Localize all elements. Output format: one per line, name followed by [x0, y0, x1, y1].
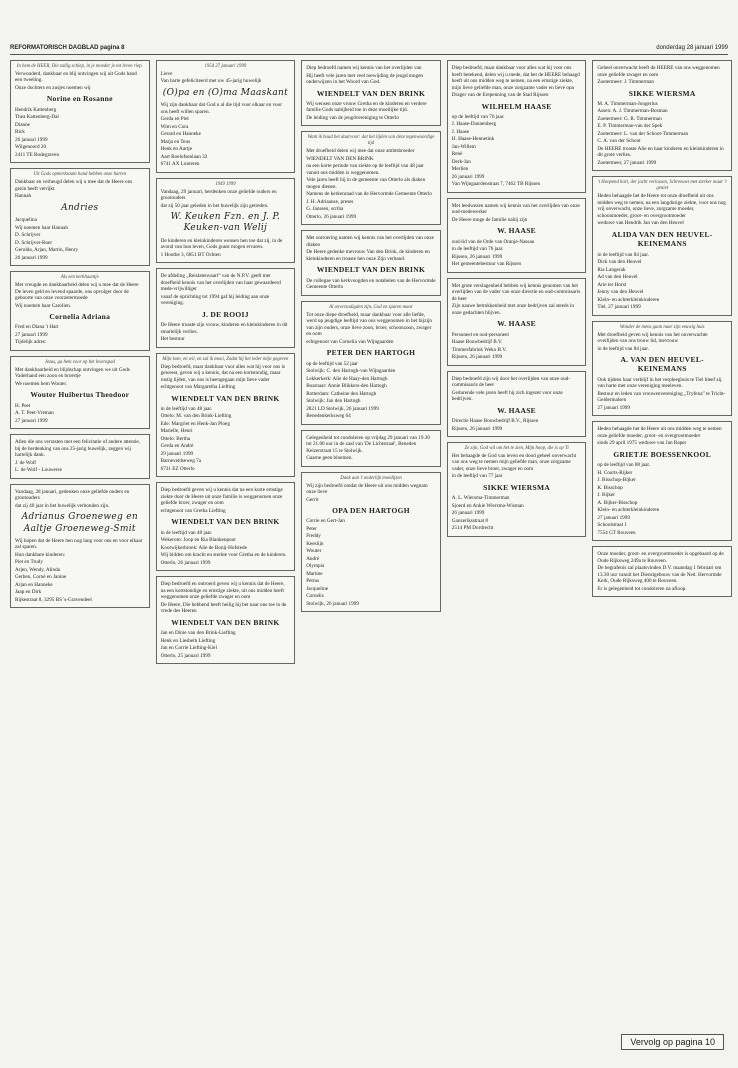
notice-text: Rijssen, 26 januari 1999	[451, 354, 503, 361]
notice	[301, 230, 441, 295]
notice-name: WIENDELT VAN DEN BRINK	[171, 393, 280, 403]
notice-text: Het behaagde de God van leven en dood geheel onverwacht van ons weg te nemen mijn geliefde man, onze zorgzame vader, onze lieve broer, zwager en oom	[451, 452, 577, 472]
notice-text: Ottelo: Bertha	[160, 435, 191, 442]
notice-text: Ede: Margriet en Henk-Jan Ploeg	[160, 420, 230, 427]
notice-text: op de leeftijd van 88 jaar.	[597, 462, 651, 469]
notice-text: H. Haase-Hennetink	[451, 136, 495, 143]
notice-text: Gerda en Piet	[160, 116, 189, 123]
notice-text: Corrie en Gert-Jan	[306, 518, 345, 525]
notice-text: C. A. van der Schoot	[597, 138, 641, 145]
notice-text: L. de Wolf - Louwerse	[15, 467, 62, 474]
notice-name: WIENDELT VAN DEN BRINK	[316, 88, 426, 98]
notice-text: echtgenoot van Gretha Liefting	[160, 507, 226, 514]
notice-name: W. HAASE	[497, 319, 536, 329]
notice-text: Martine	[306, 570, 323, 577]
notice-text: Wij bidden om kracht en sterkte voor Gretha en de kinderen.	[160, 552, 287, 559]
notice-text: Rijssen, 26 januari 1999	[451, 253, 503, 260]
notice-text: Met leedwezen namen wij kennis van het overlijden van onze oud-medewerker	[451, 202, 580, 216]
notice-text: Jacquelina	[15, 217, 37, 224]
notice-text: Hun dankbare kinderen:	[15, 551, 66, 558]
notice-name: (O)pa en (O)ma Maaskant	[162, 87, 288, 98]
notice-motto: Al onverzadigden zijn, God en sparen maar	[329, 304, 413, 310]
notice-text: A. T. Peet-Vreman	[15, 410, 54, 417]
notice-text: 27 januari 1999	[15, 331, 48, 338]
notice-text: Lekkerkerk: Alie de Haay-den Hartogh	[306, 375, 388, 382]
notice-name: Norine en Rosanne	[46, 94, 113, 104]
notice-text: in de leeftijd van 48 jaar.	[160, 529, 213, 536]
notice-name: SIKKE WIERSMA	[628, 88, 696, 98]
notice	[301, 60, 441, 126]
notice-text: Met dankbaarheid en blijdschap ontvingen we uit Gods Vaderhand een zoon en broertje	[15, 366, 130, 380]
notice-text: Zoetermeer: J. Timmerman	[597, 79, 655, 85]
notice-text: We noemen hem Wouter.	[15, 380, 68, 387]
notice-text: Marja en Teus	[160, 138, 191, 145]
notice-text: Vele jaren heeft hij in de gemeente van Otterlo als diaken mogen dienen.	[306, 177, 426, 190]
notice	[10, 356, 150, 429]
notice	[592, 321, 732, 417]
notice-text: Wouter	[306, 548, 322, 555]
notice-text: Klein- en achterkleinkinderen	[597, 507, 660, 514]
notice	[10, 168, 150, 266]
notice-motto: Uit Gods opmerkzaam hand hebben onze harten	[33, 172, 127, 178]
notice-text: J. H. Adriaanse, preses	[306, 198, 354, 205]
notice-text: Kootwijkerbroek: Alie de Bonij-Hofstede	[160, 544, 247, 551]
notice-text: Cornelis	[306, 593, 324, 600]
notice-text: Wekerom: Joop en Ria Blankenpoor	[160, 537, 236, 544]
notice-text: in de leeftijd van 84 jaar.	[597, 345, 649, 352]
notice-text: Otterlo, 26 januari 1999	[306, 213, 357, 220]
notice-text: Fred en Diana 't Hart	[15, 324, 59, 331]
notice-text: 26 januari 1999	[451, 510, 485, 517]
notice-text: Allen die ons verrasten met een felicitatie of andere attentie, bij de herdenking van ons 25-jarig huwelijk, zeggen wij hartelijk dank.	[15, 439, 141, 459]
notice-text: Jenny van den Heuvel	[597, 289, 644, 296]
notice-text: Onze moeder, groot- en overgrootmoeder is opgebaard op de Oude Rijksweg 249a te Rouveen.	[597, 551, 724, 564]
notice-text: dat zij 50 jaar geleden in het huwelijk zijn getreden.	[160, 202, 269, 209]
notice-text: 26 januari 1999	[15, 254, 48, 261]
notice	[592, 421, 732, 541]
notice-text: Ook tijdens haar verblijf in het verpleeghuis te Tiel bleef zij van harte met onze vereniging meeleven.	[597, 376, 722, 390]
notice-text: De Heere troaste zijn vrouw, kinderen en kleinkinderen in dit smartelijk verlies.	[160, 322, 288, 335]
notice-text: Diep bedroefd en ontroerd geven wij u kennis dat de Heere, na een kortstondige en ernstige ziekte, uit ons midden heeft weggenomen onze geliefde zwager en oom	[160, 581, 285, 601]
notice-text: Tiel, 27 januari 1999	[597, 304, 641, 311]
notice-text: in de leeftijd van 76 jaar.	[451, 246, 504, 253]
notice	[301, 472, 441, 613]
notice-text: Keeslijn	[306, 540, 324, 547]
notice-text: Dankbaar en verheugd delen wij u mee dat de Heere ons gezin heeft verrijkt	[15, 179, 133, 192]
notice-name: W. HAASE	[497, 226, 536, 236]
notice-text: Wij noemen haar Hannah	[15, 224, 68, 231]
notice	[156, 268, 296, 347]
notice-text: Gerda en André	[160, 443, 194, 450]
notice-text: De leiding van de jeugdvereniging te Otterlo	[306, 114, 399, 121]
notice-text: Zoetermeer: G. R. Timmerman	[597, 115, 662, 122]
notice-motto: Dank aan 't onderlijk moedijzen	[340, 475, 402, 481]
notice-text: in de leeftijd van 48 jaar.	[160, 405, 213, 412]
page-date: donderdag 28 januari 1999	[656, 45, 728, 51]
notice-text: op de leeftijd van 76 jaar.	[451, 113, 505, 120]
notice-text: oud-lid van de Orde van Oranje-Nassau	[451, 238, 535, 245]
notice-text: Derk-Jan	[451, 158, 471, 165]
notice-text: Bestuur en leden van vrouwenvereniging „Tryfena” te Tricht-Geldermalsen	[597, 390, 726, 404]
notice-text: Rijkestraat 8, 3295 BS 's-Gravendeel	[15, 596, 92, 603]
notice-text: H. Peet	[15, 402, 31, 409]
notice-text: echtgenoot van Cornelia van Wijngaarden	[306, 338, 394, 345]
notice-text: Stolwijk, 26 januari 1999	[306, 600, 359, 607]
notice-text: 6731 EZ Otterlo	[160, 465, 195, 472]
notice-text: A. Bijker-Bisschop	[597, 499, 638, 506]
notice-text: Drager van de Erepenning van de Stad Rijssen	[451, 92, 549, 98]
notice-text: Er is gelegenheid tot condoleren na afloop.	[597, 585, 687, 592]
notice	[447, 278, 587, 366]
notice-text: 2821 LD Stolwijk, 26 januari 1999	[306, 405, 379, 412]
notice-text: Directie Haase Bouwbedrijf B.V., Rijssen	[451, 418, 539, 424]
notice-text: Arie ter Horst	[597, 281, 627, 288]
notice-text: in de leeftijd van 84 jaar.	[597, 251, 649, 258]
notice-name: WIENDELT VAN DEN BRINK	[171, 517, 280, 527]
notice-text: André	[306, 555, 320, 562]
notice-text: Onze dochters en zusjes noemen wij	[15, 84, 91, 91]
notice-text: 6741 AX Lunteren	[160, 161, 200, 168]
notice-name: SIKKE WIERSMA	[483, 482, 551, 492]
notice-text: Diep bedroefd, maar dankbaar voor alles wat hij voor ons heeft betekend, delen wij u mede, dat het de HEERE behaagd heeft uit ons midden weg te nemen, na een ernstige ziekte, mijn lieve geliefde man, onze zorgzame vader en lieve opa	[451, 65, 580, 91]
notice-text: Met droefheid geven wij kennis van het onverwachte overlijden van ons trouw lid, mevrouw	[597, 331, 708, 345]
notice-text: Van harte gefeliciteerd met uw 45-jarig huwelijk	[160, 78, 262, 85]
notice-text: D. Schrijver-Boer	[15, 239, 53, 246]
notice-text: Timmerfabriek Weko B.V.	[451, 346, 507, 353]
notice-name: WIENDELT VAN DEN BRINK	[316, 265, 426, 275]
notice-column	[301, 60, 441, 1040]
notice	[10, 434, 150, 479]
notice-text: Geheel onverwacht heeft de HEERE van ons weggenomen onze geliefde zwager en oom	[597, 65, 720, 78]
notice-text: Rotterdam: Catheine den Hartogh	[306, 390, 377, 397]
notice	[10, 60, 150, 163]
notice	[301, 430, 441, 467]
notice-text: Jan en Dinie van den Brink-Liefting	[160, 630, 236, 637]
notice-text: Peter	[306, 525, 317, 532]
notice-text: Stolwijk: Jan den Hartogh	[306, 398, 361, 405]
notice-text: Gerrit	[306, 496, 319, 503]
notice-name: Adrianus Groeneweg en Aaltje Groeneweg-Smit	[21, 512, 138, 534]
notice	[592, 546, 732, 597]
notice-motto: Jezus, ga hem voor op het levenspad	[44, 359, 115, 365]
notice-text: A. L. Wiersma-Timmerman	[451, 495, 510, 502]
notice-column	[10, 60, 150, 1040]
notice-text: echtgenoot van Margaretha Liefting	[160, 384, 236, 391]
notice-text: Tijdelijk adres:	[15, 339, 47, 346]
notice-text: Hendrik Kattenberg	[15, 106, 57, 113]
notice-column	[447, 60, 587, 1040]
notice-text: 26 januari 1999	[15, 136, 48, 143]
notice-text: De kinderen en kleinkinderen wensen hen toe dat zij, in de avond van hun leven, Gods gunst mogen ervaren.	[160, 237, 283, 251]
notice-text: Wilgenoord 20	[15, 144, 47, 151]
notice	[301, 131, 441, 225]
notice-text: Rijssen, 26 januari 1999	[451, 425, 503, 432]
notice-name: W. HAASE	[497, 405, 536, 415]
notice-name: WILHELM HAASE	[481, 101, 552, 111]
notice-text: Verwonderd, dankbaar en blij ontvingen wij uit Gods hand een tweeling.	[15, 70, 137, 84]
notice-text: 27 januari 1999	[15, 417, 48, 424]
notice-text: K. Bisschop	[597, 484, 623, 491]
notice-text: Gedurende vele jaren heeft hij zich ingezet voor onze bedrijven.	[451, 389, 563, 403]
notice-text: Lieve	[160, 70, 173, 77]
notice-text: weduwe van Hendrik Jan van den Heuvel	[597, 220, 684, 227]
notice	[10, 271, 150, 351]
notice-text: J. Bisschop-Bijker	[597, 477, 636, 484]
notice-column	[592, 60, 732, 1040]
notice-text: Diep bedroefd geven wij u kennis dat na een korte ernstige ziekte door de Heere uit onze familie is weggenomen onze geliefde broer, zwager en oom	[160, 487, 283, 507]
notice-text: G. Janssen, scriba	[306, 206, 344, 213]
notice	[592, 60, 732, 171]
notice-text: Marielle, Henri	[160, 428, 193, 435]
notice-text: Merlien	[451, 166, 469, 173]
notice-text: 29 januari 1999	[160, 450, 194, 457]
notice-text: Het gemeentebestuur van Rijssen	[451, 261, 522, 268]
notice-text: Diep bedroefd namen wij kennis van het overlijden van	[306, 65, 422, 71]
notice	[592, 176, 732, 315]
notice-text: Ria Langerak	[597, 266, 626, 273]
notice-text: Jan-Willem	[451, 143, 476, 150]
notice-text: Hij heeft vele jaren met veel toewijding de jeugd mogen onderwijzen in het Woord van God.	[306, 72, 424, 85]
notice-text: Sjoerd en Ankie Wiersma-Wisman	[451, 502, 524, 509]
notice-text: na een korte periode van ziekte op de leeftijd van 48 jaar vanuit ons midden is weggenomen.	[306, 163, 424, 176]
notice-text: M. A. Timmerman-Jongerius	[597, 100, 658, 107]
notice-text: Haase Bouwbedrijf B.V.	[451, 339, 503, 346]
notice-text: Ad van den Heuvel	[597, 274, 638, 281]
notice-text: Jaap en Dirk	[15, 589, 42, 596]
notice-text: Heden behaagde het de Heere uit ons midden weg te nemen onze geliefde moeder, groot- en overgrootmoeder	[597, 426, 722, 439]
notice-text: Wij hopen dat de Heere hen nog lang voor ons en voor elkaar zal sparen.	[15, 537, 143, 551]
notice-text: Ottelo: M. van den Brink-Liefting	[160, 413, 232, 420]
notice-text: Diep bedroefd, maar dankbaar voor alles wat hij voor ons is geweest, geven wij u kennis, dat na een kortstondig, maar rustig lijden, van ons is heengegaan mijn lieve vader	[160, 363, 285, 383]
notice	[156, 60, 296, 173]
notice-text: Wij wensen onze vrouw Gretha en de kinderen en verdere familie Gods nabijheid toe in deze moeilijke tijd.	[306, 100, 427, 114]
page-header	[10, 44, 728, 55]
notice-text: 2514 PM Dordrecht	[451, 525, 494, 532]
notice	[447, 442, 587, 537]
notice-text: Gerard en Hanneke	[160, 131, 201, 138]
notice-text: Dianne	[15, 121, 30, 128]
notice-text: Olympia	[306, 563, 325, 570]
notice-text: sinds 29 april 1975 weduwe van Jan Raper	[597, 440, 687, 447]
notice-text: 26 januari 1999	[451, 173, 485, 180]
notice	[301, 301, 441, 425]
notice-name: PETER DEN HARTOGH	[326, 348, 416, 358]
notice-column	[156, 60, 296, 1040]
notice	[447, 371, 587, 437]
notice-text: Stolwijk: C. den Hartogh-van Wijngaarden	[306, 368, 396, 375]
notice-name: A. VAN DEN HEUVEL-KEINEMANS	[620, 355, 704, 374]
notice-text: Otterlo, 26 januari 1999	[160, 559, 211, 566]
notice-text: Aart Roelofsenlaan 33	[160, 153, 208, 160]
notice-motto: Ze zijn, God wil om het te zien, Mijn hoop, die is op Ti	[464, 446, 569, 451]
notice-text: Barneveldseweg 7a	[160, 458, 202, 465]
notice-name: W. Keuken Fzn. en J. P. Keuken-van Welij	[170, 212, 281, 234]
notice	[156, 482, 296, 571]
notice-text: 27 januari 1999	[597, 404, 630, 411]
notice-motto: Als een kerkhaantje	[60, 275, 99, 281]
notice-text: De Heere moge de familie nabij zijn	[451, 216, 528, 223]
notice-name: ALIDA VAN DEN HEUVEL-KEINEMANS	[611, 229, 713, 249]
notices-grid	[10, 60, 732, 1040]
notice-text: Henk en Liesbeth Liefting	[160, 637, 216, 644]
notice-name: GRIETJE BOESSENKOOL	[613, 449, 711, 459]
notice-text: Jacqueline	[306, 585, 329, 592]
notice-text: Gelegenheid tot condoleren op vrijdag 29 januari van 19.30 tot 21.00 uur in de zaal van 'De Lichtstraal', Beneden Keizerstraat 15 te Stolwijk.	[306, 434, 430, 454]
notice-motto: Wonder de mens gaan naar zijn eeuwig huis	[619, 324, 705, 330]
notice-text: Hannah	[15, 193, 32, 200]
notice-text: Benedenkerksweg 64	[306, 413, 351, 420]
notice-motto: Want ik houd het daarvoor: dat het lijden van deze tegenwoordige tijd	[307, 135, 435, 147]
notice-text: J. de Wolf	[15, 459, 36, 466]
notice-text: in de leeftijd van 77 jaar	[451, 473, 503, 480]
notice-text: E. P. Timmerman-van der Spek	[597, 123, 663, 130]
notice	[156, 178, 296, 263]
notice-text: Arjan en Hanneke	[15, 581, 53, 588]
notice-text: Assen: A. J. Timmerman-Bosman	[597, 108, 668, 115]
notice-text: Henk en Aartje	[160, 146, 192, 153]
notice	[447, 60, 587, 193]
notice-text: Tot onze diepe droefheid, maar dankbaar voor alle liefde, werd op jeugdige leeftijd van ons weggenomen in het bijzijn van zijn ouders, onze lieve zoon, broer, schoonzoon, zwager en oom	[306, 311, 432, 338]
notice-text: Met vreugde en dankbaarheid delen wij u mee dat de Heere De leven geld en levend spaarde, ons opvolger door de geboorte van onze voorzetermoede	[15, 282, 139, 302]
notice-text: op de leeftijd van 52 jaar	[306, 360, 358, 367]
notice-text: Gaarne geen bloemen.	[306, 455, 353, 462]
notice-text: Met ontroering namen wij kennis van het overlijden van onze diaken	[306, 235, 434, 248]
notice-text: Schoolstraat 1	[597, 522, 627, 529]
notice-text: WIENDELT VAN DEN BRINK	[306, 155, 374, 162]
notice-text: Ganzeriksstraat 8	[451, 517, 488, 524]
notice-text: Boarnaar: Annie Blikkers-den Hartogh	[306, 383, 387, 390]
notice-text: Met droefheid delen wij mee dat onze ambtsbroeder	[306, 148, 415, 155]
notice-motto: Mijn kom, en wil, en zal ik mooi, Zodat hij het ieder mijn gegeven	[162, 356, 289, 362]
notice-text: dat zij 40 jaar in het huwelijk verbonden zijn.	[15, 502, 110, 509]
notice-text: 27 januari 1999	[597, 514, 630, 521]
notice-text: Zijn nauwe betrokkenheid met onze bedrijven zal steeds in onze gedachten blijven.	[451, 303, 574, 316]
notice-text: De HEERE troaste Alie en haar kinderen en kleinkinderen in dit grote verlies.	[597, 145, 724, 159]
notice-text: 2411 TE Bodegraven	[15, 151, 60, 158]
notice-text: Jan en Corrie Liefting-Kiel	[160, 645, 217, 652]
notice-text: Personeel en oud-personeel	[451, 331, 509, 338]
notice-motto: 1949 1999	[215, 181, 236, 187]
notice-text: René	[451, 151, 463, 158]
notice-text: H. Courts-Rijker	[597, 469, 633, 476]
notice-text: De Heere, Die hebbend heeft heilig hij bet naar ons toe in de vrede des Heeren	[160, 601, 287, 615]
notice-text: Freddy	[306, 533, 321, 540]
notice-text: Wim en Cora	[160, 123, 189, 130]
notice-name: WIENDELT VAN DEN BRINK	[171, 617, 280, 627]
notice-text: Vandaag, 29 januari, herdenken onze geliefde ouders en grootouders	[160, 188, 277, 202]
notice-text: De afdeling „Reislatenvaart” van de N.P.V. geeft met droefheid kennis van het overlijden van haar gewaardeerd mede-vrijwilliger	[160, 273, 281, 293]
notice-text: Van Wijngaardenstraat 7, 7462 TB Rijssen	[451, 181, 541, 188]
notice-text: Gerolda, Arjan, Martin, Henry	[15, 247, 79, 254]
notice	[10, 484, 150, 609]
notice-text: Zoetermeer: L. van der Schoot-Timmerman	[597, 130, 689, 137]
notice-name: Cornelia Adriana	[49, 312, 111, 322]
notice-name: Wouter Huibertus Theodoor	[30, 390, 130, 400]
notice-text: Thea Kattenberg-Dal	[15, 114, 59, 121]
notice-text: Wij zijn bedroefd omdat de Heere uit ons midden wegnam onze lieve	[306, 482, 428, 496]
notice-text: Diep bedroefd zijn wij door het overlijden van onze oud-commissaris de heer	[451, 375, 571, 389]
notice-text: De collegae van kerkvoogden en notabelen van de Hervormde Gemeente Otterlo	[306, 277, 436, 291]
notice-text: 7554 GT Rouveen	[597, 529, 636, 536]
continued-on-page: Vervolg op pagina 10	[621, 1034, 724, 1050]
notice-text: Gerben, Corné en Janine	[15, 574, 67, 581]
newspaper-title: REFORMATORISCH DAGBLAD pagina 8	[10, 45, 125, 51]
notice-name: J. DE ROOIJ	[201, 309, 249, 319]
notice	[156, 353, 296, 478]
notice-text: J. Bijker	[597, 492, 615, 499]
notice-text: Vandaag, 28 januari, gedenken onze geliefde ouders en grootouders	[15, 488, 130, 502]
notice-text: D. Schrijver	[15, 232, 41, 239]
notice	[156, 576, 296, 664]
notice-name: Andries	[61, 202, 99, 213]
notice-text: De Heere gedenke mevrouw Van den Brink, de kinderen en kleinkinderen en troaste hen onze Zijn verband.	[306, 249, 430, 262]
notice-text: vanaf de oprichting tot 1994 gaf hij leiding aan onze vereniging.	[160, 293, 270, 307]
notice-text: Zoetermeer, 27 januari 1999	[597, 159, 657, 166]
notice-text: Rick	[15, 129, 25, 136]
notice-text: Met grote verslagenheid hebben wij kennis genomen van het overlijden van de vader van onze directie en oud-commissaris de heer	[451, 282, 581, 302]
notice-text: Wij noemen haar Carolien.	[15, 302, 71, 309]
notice-motto: 1954 27 januari 1999	[204, 64, 247, 69]
notice-text: 1 Houthe 3, 6851 BT Ochten	[160, 251, 221, 258]
notice-text: Petrus	[306, 578, 320, 585]
notice-text: Dick van den Heuvel	[597, 259, 642, 266]
notice-text: J. Haase	[451, 128, 470, 135]
notice-name: OPA DEN HARTOGH	[332, 506, 410, 516]
notice-text: Heden behaagde het de Heere tot onze droefheid uit ons midden weg te nemen, na een langdurige ziekte, voor ons nog vrij onverwacht, onze lieve, zorgzame moeder, schoonmoeder, groot- en overgrootmoeder	[597, 193, 726, 219]
notice	[447, 198, 587, 273]
notice-text: De begrafenis zal plaatsvinden D.V. maandag 1 februari om 13.30 uur vanuit het Dienstgebouw van de Ned. Hervormde Kerk, Oude Rijksweg 400 te Rouveen.	[597, 565, 722, 585]
notice-text: Het bestuur	[160, 336, 185, 343]
notice-text: Otterlo, 25 januari 1999	[160, 652, 211, 659]
notice-text: Piet en Trudy	[15, 559, 43, 566]
notice-text: J. Haase-Dannenberg	[451, 121, 497, 128]
notice-text: Wij zijn dankbaar dat God u al die tijd voor elkaar en voor ons heeft willen sparen.	[160, 102, 282, 115]
notice-motto: 't Hoopend hart, der jacht verlossen, Schreeuwt met sterker maar 't geniet	[597, 180, 727, 192]
notice-text: Arjen, Wendy, Alinda	[15, 566, 60, 573]
notice-text: Namens de kerkenraad van de Hervormde Gemeente Otterlo	[306, 191, 432, 198]
notice-text: Klein- en achterkleinkinderen	[597, 296, 660, 303]
notice-motto: In hem de HEER, Die zallig schiep, in je moeder je tot leven riep.	[16, 64, 143, 69]
